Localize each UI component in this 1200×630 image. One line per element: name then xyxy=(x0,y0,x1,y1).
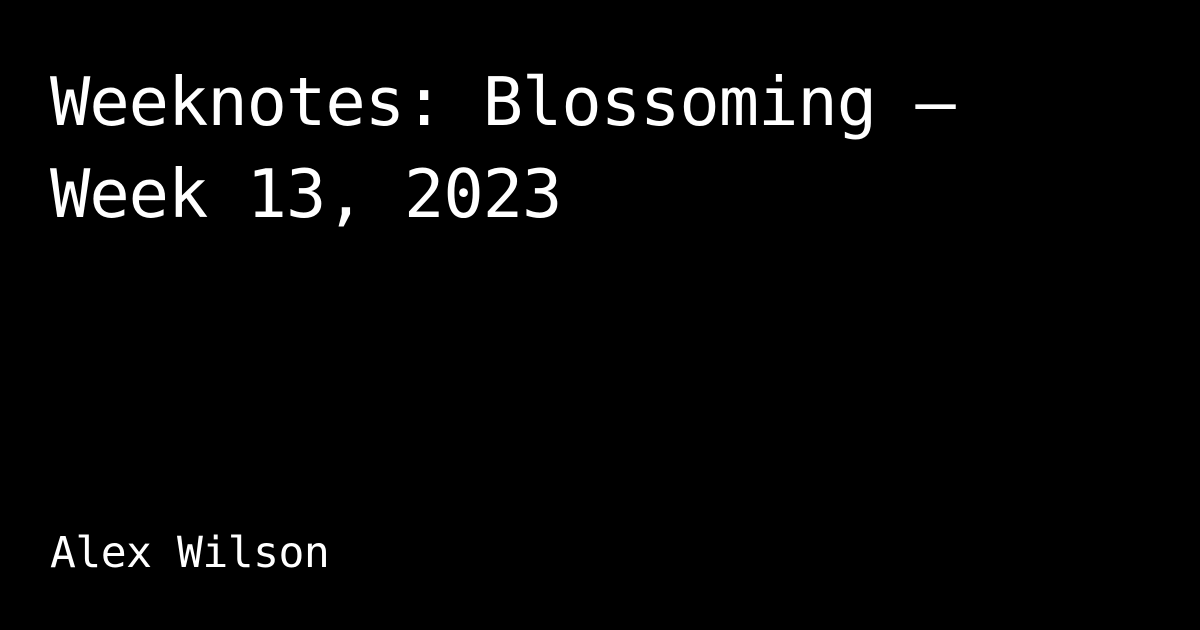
author-name: Alex Wilson xyxy=(50,528,330,578)
post-title: Weeknotes: Blossoming — Week 13, 2023 xyxy=(50,63,955,233)
